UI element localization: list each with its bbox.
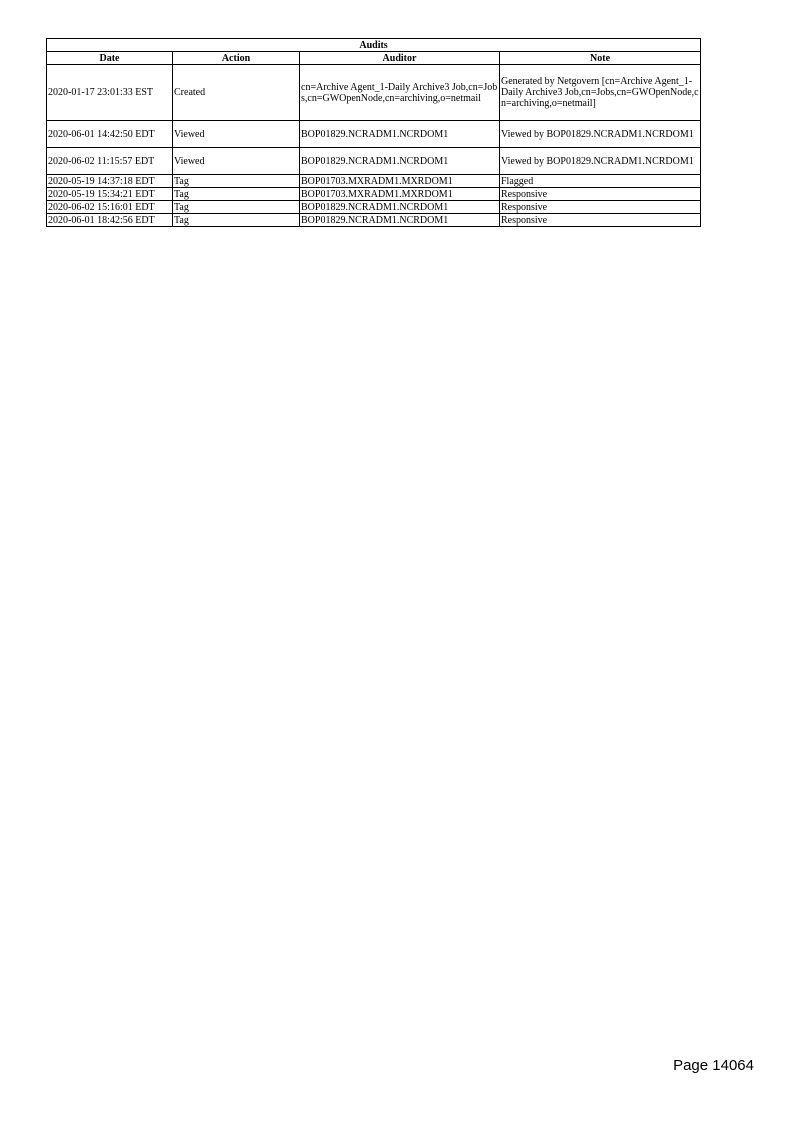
cell-action: Tag [173, 214, 300, 227]
table-row [47, 188, 701, 201]
cell-note: Generated by Netgovern [cn=Archive Agent_1-Daily Archive3 Job,cn=Jobs,cn=GWOpenNode,cn=archiving,o=netmail] [500, 65, 701, 121]
cell-auditor: BOP01829.NCRADM1.NCRDOM1 [300, 214, 500, 227]
cell-auditor: cn=Archive Agent_1-Daily Archive3 Job,cn=Jobs,cn=GWOpenNode,cn=archiving,o=netmail [300, 65, 500, 121]
cell-date: 2020-06-02 15:16:01 EDT [47, 201, 173, 214]
table-row [47, 214, 701, 227]
cell-auditor: BOP01703.MXRADM1.MXRDOM1 [300, 188, 500, 201]
column-header-date: Date [47, 52, 173, 65]
cell-action: Viewed [173, 148, 300, 175]
column-header-note: Note [500, 52, 701, 65]
cell-note: Responsive [500, 201, 701, 214]
table-row [47, 201, 701, 214]
table-title: Audits [47, 39, 701, 52]
cell-note: Viewed by BOP01829.NCRADM1.NCRDOM1 [500, 148, 701, 175]
cell-note: Flagged [500, 175, 701, 188]
cell-note: Viewed by BOP01829.NCRADM1.NCRDOM1 [500, 121, 701, 148]
cell-action: Created [173, 65, 300, 121]
table-row [47, 65, 701, 121]
cell-action: Viewed [173, 121, 300, 148]
cell-date: 2020-05-19 14:37:18 EDT [47, 175, 173, 188]
cell-note: Responsive [500, 188, 701, 201]
cell-date: 2020-06-02 11:15:57 EDT [47, 148, 173, 175]
table-row [47, 121, 701, 148]
cell-action: Tag [173, 201, 300, 214]
table-row [47, 175, 701, 188]
table-header-row [47, 52, 701, 65]
cell-auditor: BOP01829.NCRADM1.NCRDOM1 [300, 148, 500, 175]
cell-auditor: BOP01703.MXRADM1.MXRDOM1 [300, 175, 500, 188]
page-number: Page 14064 [673, 1057, 754, 1074]
cell-action: Tag [173, 188, 300, 201]
cell-date: 2020-05-19 15:34:21 EDT [47, 188, 173, 201]
cell-action: Tag [173, 175, 300, 188]
column-header-action: Action [173, 52, 300, 65]
cell-note: Responsive [500, 214, 701, 227]
column-header-auditor: Auditor [300, 52, 500, 65]
cell-date: 2020-06-01 18:42:56 EDT [47, 214, 173, 227]
cell-auditor: BOP01829.NCRADM1.NCRDOM1 [300, 201, 500, 214]
cell-auditor: BOP01829.NCRADM1.NCRDOM1 [300, 121, 500, 148]
table-title-row [47, 39, 701, 52]
audits-table [46, 38, 701, 227]
table-row [47, 148, 701, 175]
cell-date: 2020-06-01 14:42:50 EDT [47, 121, 173, 148]
cell-date: 2020-01-17 23:01:33 EST [47, 65, 173, 121]
